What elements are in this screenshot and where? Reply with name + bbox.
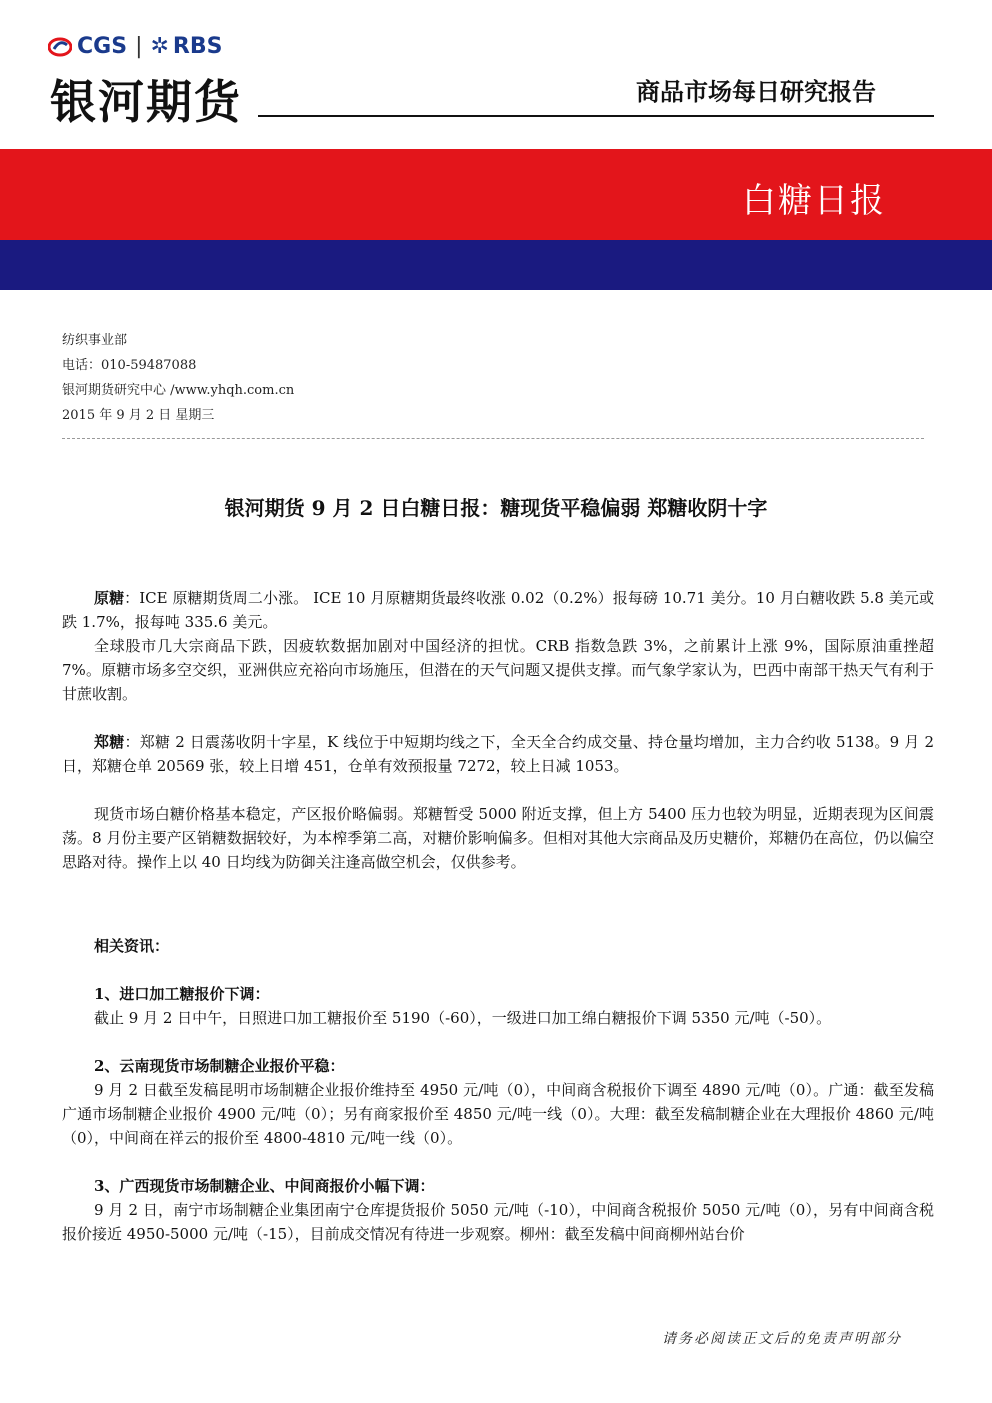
brand-rbs: RBS	[172, 34, 223, 59]
raw-sugar-text: ：ICE 原糖期货周二小涨。 ICE 10 月原糖期货最终收涨 0.02（0.2%）报每磅 10.71 美分。10 月白糖收跌 5.8 美元或跌 1.7%，报每吨 335.6 美元。	[62, 589, 934, 631]
report-date: 2015 年 9 月 2 日 星期三	[62, 408, 215, 423]
news-3-body: 9 月 2 日，南宁市场制糖企业集团南宁仓库提货报价 5050 元/吨（-10），中间商含税报价 5050 元/吨（0），另有中间商含税报价接近 4950-5000 元/吨（-15），目前成交情况有待进一步观察。柳州：截至发稿中间商柳州站台价	[62, 1201, 934, 1243]
brand-cgs: CGS	[77, 34, 128, 59]
phone: 电话：010-59487088	[62, 358, 197, 373]
zhengzhou-sugar-paragraph	[62, 730, 934, 778]
related-news-heading: 相关资讯：	[94, 937, 170, 955]
brand-separator: |	[135, 34, 143, 59]
brand-chinese-name: 银河期货	[50, 75, 242, 129]
report-type-title: 商品市场每日研究报告	[636, 78, 876, 106]
news-1-body: 截止 9 月 2 日中午，日照进口加工糖报价至 5190（-60），一级进口加工绵白糖报价下调 5350 元/吨（-50）。	[94, 1009, 832, 1027]
news-2-heading: 2、云南现货市场制糖企业报价平稳：	[94, 1057, 345, 1075]
spot-market-paragraph: 现货市场白糖价格基本稳定，产区报价略偏弱。郑糖暂受 5000 附近支撑，但上方 5400 压力也较为明显，近期表现为区间震荡。8 月份主要产区销糖数据较好，为本榨季第二高，对糖价影响偏多。但相对其他大宗商品及历史糖价，郑糖仍在高位，仍以偏空思路对待。操作上以 40 日均线为防御关注逢高做空机会，仅供参考。	[62, 805, 934, 871]
logo-cgs-rbs	[48, 34, 222, 59]
rbs-daisy-icon: ✲	[150, 34, 169, 59]
headline: 银河期货 9 月 2 日白糖日报：糖现货平稳偏弱 郑糖收阴十字	[224, 496, 768, 520]
raw-sugar-label: 原糖	[94, 589, 125, 607]
research-center-link[interactable]: 银河期货研究中心 /www.yhqh.com.cn	[62, 383, 295, 398]
blue-banner	[0, 240, 992, 290]
news-2-body: 9 月 2 日截至发稿昆明市场制糖企业报价维持至 4950 元/吨（0），中间商含税报价下调至 4890 元/吨（0）。广通：截至发稿广通市场制糖企业报价 4900 元/吨（0）；另有商家报价至 4850 元/吨一线（0）。大理：截至发稿制糖企业在大理报价 4860 元/吨（0），中间商在祥云的报价至 4800-4810 元/吨一线（0）。	[62, 1081, 934, 1147]
zhengzhou-sugar-text: ：郑糖 2 日震荡收阴十字星，K 线位于中短期均线之下，全天全合约成交量、持仓量均增加，主力合约收 5138。9 月 2 日，郑糖仓单 20569 张，较上日增 451，仓单有效预报量 7272，较上日减 1053。	[62, 733, 934, 775]
dashed-divider	[62, 438, 924, 439]
daily-report-title: 白糖日报	[742, 181, 886, 221]
department: 纺织事业部	[62, 333, 128, 348]
report-meta	[62, 328, 294, 428]
raw-sugar-paragraph	[62, 586, 934, 634]
news-3-heading: 3、广西现货市场制糖企业、中间商报价小幅下调：	[94, 1177, 435, 1195]
cgs-swirl-icon	[48, 37, 72, 57]
news-1-heading: 1、进口加工糖报价下调：	[94, 985, 270, 1003]
report-body	[62, 586, 934, 1246]
header-divider	[258, 115, 934, 117]
zhengzhou-sugar-label: 郑糖	[94, 733, 125, 751]
disclaimer-note: 请务必阅读正文后的免责声明部分	[662, 1331, 902, 1347]
red-banner	[0, 149, 992, 240]
global-market-paragraph: 全球股市几大宗商品下跌，因疲软数据加剧对中国经济的担忧。CRB 指数急跌 3%，之前累计上涨 9%，国际原油重挫超 7%。原糖市场多空交织，亚洲供应充裕向市场施压，但潜在的天气问题又提供支撑。而气象学家认为，巴西中南部干热天气有利于甘蔗收割。	[62, 637, 934, 703]
